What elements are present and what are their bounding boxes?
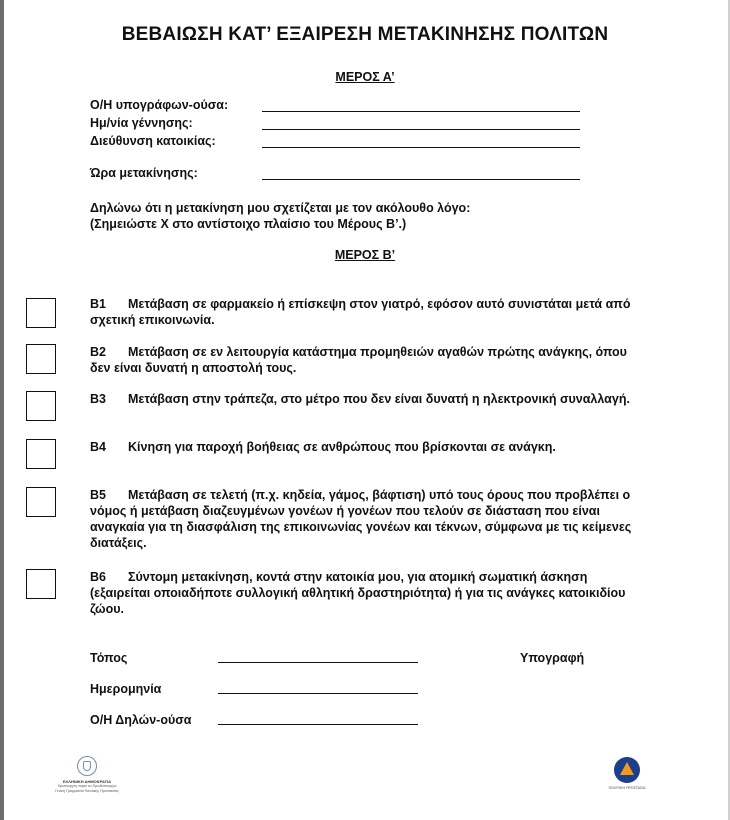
date-label: Ημερομηνία	[90, 682, 162, 696]
field-signatory-input[interactable]	[262, 111, 580, 112]
part-b-heading-text: ΜΕΡΟΣ Β’	[334, 248, 396, 262]
option-b4-code: B4	[90, 440, 106, 454]
option-b1-code: B1	[90, 297, 106, 311]
option-b5-description: Μετάβαση σε τελετή (π.χ. κηδεία, γάμος, βάφτιση) υπό τους όρους που προβλέπει ο νόμος ή μετάβαση διαζευγμένων γονέων ή γονέων που τελούν σε διάσταση που είναι αναγκαία για τη διασφάλιση της επικοινωνίας γονέων και τέκνων, σύμφωνα με τις κείμενες διατάξεις.	[90, 488, 632, 550]
declaration	[90, 200, 650, 232]
option-b6-text	[90, 569, 650, 617]
field-address-label: Διεύθυνση κατοικίας:	[90, 134, 216, 148]
option-b5-code: B5	[90, 488, 106, 502]
greek-emblem-icon	[77, 756, 97, 776]
place-input[interactable]	[218, 662, 418, 663]
declarant-input[interactable]	[218, 724, 418, 725]
option-b3-description: Μετάβαση στην τράπεζα, στο μέτρο που δεν είναι δυνατή η ηλεκτρονική συναλλαγή.	[128, 392, 630, 406]
place-label: Τόπος	[90, 651, 128, 665]
civil-protection-caption: ΠΟΛΙΤΙΚΗ ΠΡΟΣΤΑΣΙΑ	[608, 786, 646, 790]
field-birth-date-label: Ημ/νία γέννησης:	[90, 116, 193, 130]
option-b2-code: B2	[90, 345, 106, 359]
part-a-heading	[0, 70, 730, 84]
option-b6-description: Σύντομη μετακίνηση, κοντά στην κατοικία μου, για ατομική σωματική άσκηση (εξαιρείται οποιαδήποτε συλλογική αθλητική δραστηριότητα) ή για τις ανάγκες κατοικιδίου ζώου.	[90, 570, 626, 616]
document-title: ΒΕΒΑΙΩΣΗ ΚΑΤ’ ΕΞΑΙΡΕΣΗ ΜΕΤΑΚΙΝΗΣΗΣ ΠΟΛΙΤΩΝ	[121, 24, 609, 45]
option-b4-description: Κίνηση για παροχή βοήθειας σε ανθρώπους που βρίσκονται σε ανάγκη.	[128, 440, 556, 454]
option-b3-text	[90, 391, 650, 407]
option-b2-description: Μετάβαση σε εν λειτουργία κατάστημα προμηθειών αγαθών πρώτης ανάγκης, όπου δεν είναι δυνατή η αποστολή τους.	[90, 345, 627, 375]
option-b3-code: B3	[90, 392, 106, 406]
option-b2-checkbox[interactable]	[26, 344, 56, 374]
hellenic-republic-logo-name: ΕΛΛΗΝΙΚΗ ΔΗΜΟΚΡΑΤΙΑ	[62, 779, 112, 784]
field-birth-date-input[interactable]	[262, 129, 580, 130]
hellenic-republic-logo-sub2: Γενική Γραμματεία Πολιτικής Προστασίας	[55, 788, 119, 793]
declaration-line-2: (Σημειώστε Χ στο αντίστοιχο πλαίσιο του Μέρους Β’.)	[90, 217, 407, 231]
option-b1-text	[90, 296, 650, 328]
option-b1-checkbox[interactable]	[26, 298, 56, 328]
option-b5-checkbox[interactable]	[26, 487, 56, 517]
civil-protection-icon	[614, 757, 640, 783]
hellenic-republic-logo-sub1: Υφυπουργός παρά τω Πρωθυπουργώ	[57, 784, 117, 788]
part-b-heading	[0, 248, 730, 262]
option-b4-checkbox[interactable]	[26, 439, 56, 469]
page-border-left	[0, 0, 4, 820]
option-b6-code: B6	[90, 570, 106, 584]
date-input[interactable]	[218, 693, 418, 694]
field-signatory-label: Ο/Η υπογράφων-ούσα:	[90, 98, 229, 112]
option-b3-checkbox[interactable]	[26, 391, 56, 421]
field-departure-time-input[interactable]	[262, 179, 580, 180]
hellenic-republic-logo	[52, 756, 122, 793]
part-a-heading-text: ΜΕΡΟΣ Α’	[335, 70, 395, 84]
option-b2-text	[90, 344, 650, 376]
civil-protection-logo	[607, 757, 647, 791]
field-address-input[interactable]	[262, 147, 580, 148]
signature-label: Υπογραφή	[520, 651, 585, 665]
declaration-line-1: Δηλώνω ότι η μετακίνηση μου σχετίζεται με τον ακόλουθο λόγο:	[90, 201, 471, 215]
option-b1-description: Μετάβαση σε φαρμακείο ή επίσκεψη στον γιατρό, εφόσον αυτό συνιστάται μετά από σχετική επικοινωνία.	[90, 297, 631, 327]
declarant-label: Ο/Η Δηλών-ούσα	[90, 713, 192, 727]
field-departure-time-label: Ώρα μετακίνησης:	[90, 166, 198, 180]
option-b6-checkbox[interactable]	[26, 569, 56, 599]
option-b4-text	[90, 439, 650, 455]
option-b5-text	[90, 487, 650, 551]
